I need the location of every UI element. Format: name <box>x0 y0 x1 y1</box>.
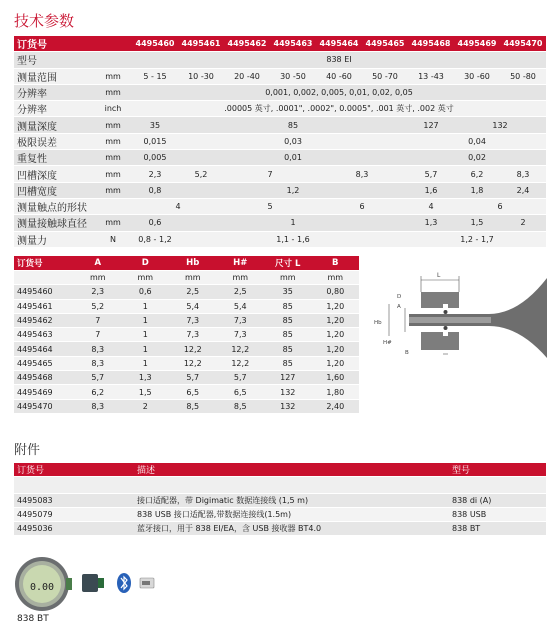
spec-row <box>14 215 546 231</box>
spec-cell: 6,2 <box>454 166 500 182</box>
dims-row <box>14 342 359 356</box>
dims-cell: 5,7 <box>74 371 122 385</box>
spec-cell: 1,2 <box>178 182 408 198</box>
spec-row-unit: mm <box>94 150 132 166</box>
dims-cell: 2,40 <box>312 399 360 413</box>
dims-cell: 2,5 <box>217 285 265 299</box>
spec-cell: 838 EI <box>132 52 546 68</box>
spec-header-label: 订货号 <box>14 36 132 52</box>
label-Hb: Hb <box>374 320 382 326</box>
spec-header-code: 4495469 <box>454 36 500 52</box>
label-L: L <box>437 272 441 279</box>
spec-row <box>14 198 546 214</box>
spec-cell: 8,3 <box>316 166 408 182</box>
spec-cell: 0,8 <box>132 182 178 198</box>
spec-row-unit: N <box>94 231 132 247</box>
dims-cell: 127 <box>264 371 312 385</box>
spec-row <box>14 68 546 84</box>
acc-row <box>14 508 546 522</box>
dims-cell: 1 <box>122 313 170 327</box>
spec-cell: 2,4 <box>500 182 546 198</box>
spec-cell: 4 <box>132 198 224 214</box>
dims-cell: 1 <box>122 328 170 342</box>
dims-row <box>14 385 359 399</box>
spec-cell: 6 <box>316 198 408 214</box>
dims-cell: 85 <box>264 299 312 313</box>
dims-unit-row <box>14 271 359 285</box>
spec-row-unit <box>94 52 132 68</box>
spec-row <box>14 84 546 100</box>
spec-row-label: 测量力 <box>14 231 94 247</box>
dims-row <box>14 285 359 299</box>
spec-cell: 1,2 - 1,7 <box>408 231 546 247</box>
spec-cell: 4 <box>408 198 454 214</box>
spec-row <box>14 231 546 247</box>
dims-row <box>14 399 359 413</box>
dims-cell: 8,5 <box>217 399 265 413</box>
spec-cell: 1,3 <box>408 215 454 231</box>
dims-cell: 8,3 <box>74 399 122 413</box>
acc-cell: 4495036 <box>14 522 134 536</box>
spec-cell: 50 -80 <box>500 68 546 84</box>
spec-cell: 5 <box>224 198 316 214</box>
spec-row-unit: mm <box>94 133 132 149</box>
dims-cell: 2,5 <box>169 285 217 299</box>
acc-spacer-cell <box>134 477 449 494</box>
spec-cell: 13 -43 <box>408 68 454 84</box>
acc-header-row <box>14 463 546 477</box>
spec-row-label: 测量触点的形状 <box>14 198 94 214</box>
dims-cell: 1 <box>122 299 170 313</box>
spec-header-row <box>14 36 546 52</box>
spec-header-code: 4495463 <box>270 36 316 52</box>
dims-cell: 132 <box>264 399 312 413</box>
dims-cell: 85 <box>264 328 312 342</box>
spec-cell: 20 -40 <box>224 68 270 84</box>
dims-cell: 1,20 <box>312 328 360 342</box>
spec-row <box>14 52 546 68</box>
dims-cell: 7 <box>74 313 122 327</box>
spec-cell: 0,6 <box>132 215 178 231</box>
dims-header-row <box>14 256 359 271</box>
dims-cell: 4495469 <box>14 385 74 399</box>
section-title: 技术参数 <box>14 12 75 30</box>
dims-cell: 4495463 <box>14 328 74 342</box>
spec-row-label: 极限误差 <box>14 133 94 149</box>
acc-cell: 接口适配器，带 Digimatic 数据连接线 (1,5 m) <box>134 494 449 508</box>
spec-row-label: 型号 <box>14 52 94 68</box>
acc-spacer-cell <box>14 477 134 494</box>
dims-row <box>14 371 359 385</box>
spec-row-label: 重复性 <box>14 150 94 166</box>
spec-row-unit: mm <box>94 117 132 133</box>
spec-cell: 0,03 <box>178 133 408 149</box>
acc-spacer-row <box>14 477 546 494</box>
spec-row <box>14 101 546 117</box>
spec-row-label: 凹槽深度 <box>14 166 94 182</box>
dims-cell: 4495468 <box>14 371 74 385</box>
dims-header-cell: A <box>74 256 122 271</box>
dims-cell: 8,5 <box>169 399 217 413</box>
dims-cell: 85 <box>264 356 312 370</box>
spec-row <box>14 166 546 182</box>
accessories-title: 附件 <box>14 443 41 458</box>
spec-cell: 2,3 <box>132 166 178 182</box>
dims-cell: 12,2 <box>217 342 265 356</box>
acc-cell: 838 USB <box>449 508 546 522</box>
spec-row-label: 测量接触球直径 <box>14 215 94 231</box>
dims-row <box>14 328 359 342</box>
spec-cell: 1,6 <box>408 182 454 198</box>
dims-cell: 12,2 <box>217 356 265 370</box>
dims-cell: 1,20 <box>312 299 360 313</box>
dims-cell: 7 <box>74 328 122 342</box>
spec-row <box>14 117 546 133</box>
dims-cell: 1,20 <box>312 356 360 370</box>
spec-row-unit: mm <box>94 68 132 84</box>
spec-cell: 0,005 <box>132 150 178 166</box>
probe-core <box>409 317 491 323</box>
dims-cell: 8,3 <box>74 356 122 370</box>
spec-row <box>14 133 546 149</box>
device-image <box>14 554 164 614</box>
label-D: D <box>397 294 402 300</box>
dims-unit-cell <box>14 271 74 285</box>
acc-cell: 838 BT <box>449 522 546 536</box>
dims-cell: 4495460 <box>14 285 74 299</box>
spec-row-unit: inch <box>94 101 132 117</box>
dimensions-table <box>14 256 359 414</box>
dims-row <box>14 299 359 313</box>
dims-header-cell: B <box>312 256 360 271</box>
dims-cell: 4495461 <box>14 299 74 313</box>
spec-header-code: 4495461 <box>178 36 224 52</box>
dims-header-cell: Hb <box>169 256 217 271</box>
spec-cell: 5 - 15 <box>132 68 178 84</box>
dims-row <box>14 313 359 327</box>
spec-cell: 1 <box>178 215 408 231</box>
spec-row <box>14 182 546 198</box>
spec-row-label: 分辨率 <box>14 101 94 117</box>
spec-cell: 0,01 <box>178 150 408 166</box>
spec-cell: 85 <box>178 117 408 133</box>
spec-cell: 0,001, 0,002, 0,005, 0,01, 0,02, 0,05 <box>132 84 546 100</box>
acc-row <box>14 522 546 536</box>
dims-unit-cell: mm <box>312 271 360 285</box>
spec-row-unit <box>94 198 132 214</box>
spec-cell: 2 <box>500 215 546 231</box>
acc-header-cell: 订货号 <box>14 463 134 477</box>
dims-cell: 0,80 <box>312 285 360 299</box>
spec-header-code: 4495470 <box>500 36 546 52</box>
dims-cell: 4495465 <box>14 356 74 370</box>
acc-cell: 4495083 <box>14 494 134 508</box>
dims-cell: 7,3 <box>169 313 217 327</box>
dims-header-cell: 订货号 <box>14 256 74 271</box>
dims-cell: 35 <box>264 285 312 299</box>
spec-cell: 30 -60 <box>454 68 500 84</box>
dims-cell: 7,3 <box>217 313 265 327</box>
spec-header-code: 4495464 <box>316 36 362 52</box>
spec-cell: 10 -30 <box>178 68 224 84</box>
dims-cell: 4495462 <box>14 313 74 327</box>
dims-cell: 5,4 <box>217 299 265 313</box>
device-caption: 838 BT <box>17 614 49 624</box>
spec-cell: .00005 英寸, .0001", .0002", 0.0005", .001 英寸, .002 英寸 <box>132 101 546 117</box>
dims-header-cell: D <box>122 256 170 271</box>
spec-row-label: 分辨率 <box>14 84 94 100</box>
probe-dimension-diagram <box>369 262 547 366</box>
spec-cell: 1,5 <box>454 215 500 231</box>
dims-cell: 6,5 <box>217 385 265 399</box>
dims-cell: 6,2 <box>74 385 122 399</box>
spec-cell: 8,3 <box>500 166 546 182</box>
accessories-table <box>14 463 546 536</box>
acc-cell: 838 USB 接口适配器,带数据连接线(1.5m) <box>134 508 449 522</box>
spec-row-label: 测量范围 <box>14 68 94 84</box>
spec-row-unit: mm <box>94 166 132 182</box>
dims-unit-cell: mm <box>74 271 122 285</box>
label-A: A <box>397 304 401 310</box>
acc-cell: 838 di (A) <box>449 494 546 508</box>
dims-cell: 1,80 <box>312 385 360 399</box>
spec-header-code: 4495462 <box>224 36 270 52</box>
dims-cell: 1,20 <box>312 313 360 327</box>
dims-header-cell: 尺寸 L <box>264 256 312 271</box>
spec-row-label: 凹槽宽度 <box>14 182 94 198</box>
dims-cell: 2 <box>122 399 170 413</box>
spec-cell: 50 -70 <box>362 68 408 84</box>
dims-unit-cell: mm <box>217 271 265 285</box>
dims-cell: 7,3 <box>217 328 265 342</box>
spec-row-unit: mm <box>94 215 132 231</box>
spec-header-code: 4495460 <box>132 36 178 52</box>
spec-cell: 7 <box>224 166 316 182</box>
dims-cell: 1 <box>122 342 170 356</box>
spec-row-label: 测量深度 <box>14 117 94 133</box>
dims-cell: 5,7 <box>217 371 265 385</box>
dims-cell: 12,2 <box>169 356 217 370</box>
dims-cell: 1,5 <box>122 385 170 399</box>
dims-cell: 2,3 <box>74 285 122 299</box>
dims-cell: 4495464 <box>14 342 74 356</box>
label-H: H# <box>383 340 392 346</box>
gauge-readout: 0.00 <box>29 582 55 593</box>
dims-row <box>14 356 359 370</box>
spec-cell: 1,1 - 1,6 <box>178 231 408 247</box>
dims-cell: 8,3 <box>74 342 122 356</box>
spec-cell: 132 <box>454 117 546 133</box>
contact-point-top <box>444 310 448 314</box>
bt-adapter <box>82 574 98 592</box>
label-B: B <box>405 350 409 356</box>
spec-cell: 6 <box>454 198 546 214</box>
dims-unit-cell: mm <box>264 271 312 285</box>
spec-table <box>14 36 546 248</box>
dims-cell: 85 <box>264 313 312 327</box>
acc-cell: 4495079 <box>14 508 134 522</box>
dims-cell: 5,2 <box>74 299 122 313</box>
dims-cell: 1 <box>122 356 170 370</box>
dims-unit-cell: mm <box>122 271 170 285</box>
spec-cell: 127 <box>408 117 454 133</box>
acc-header-cell: 描述 <box>134 463 449 477</box>
spec-cell: 0,8 - 1,2 <box>132 231 178 247</box>
spec-row-unit: mm <box>94 182 132 198</box>
spec-row-unit: mm <box>94 84 132 100</box>
spec-cell: 0,015 <box>132 133 178 149</box>
dims-cell: 85 <box>264 342 312 356</box>
spec-header-code: 4495468 <box>408 36 454 52</box>
dims-cell: 1,20 <box>312 342 360 356</box>
contact-point-bottom <box>444 326 448 330</box>
acc-header-cell: 型号 <box>449 463 546 477</box>
spec-row <box>14 150 546 166</box>
dims-cell: 1,60 <box>312 371 360 385</box>
dims-header-cell: H# <box>217 256 265 271</box>
acc-cell: 蓝牙接口，用于 838 EI/EA，含 USB 接收器 BT4.0 <box>134 522 449 536</box>
dims-cell: 5,7 <box>169 371 217 385</box>
dims-unit-cell: mm <box>169 271 217 285</box>
dims-cell: 1,3 <box>122 371 170 385</box>
spec-cell: 1,8 <box>454 182 500 198</box>
acc-spacer-cell <box>449 477 546 494</box>
dims-cell: 6,5 <box>169 385 217 399</box>
spec-cell: 5,2 <box>178 166 224 182</box>
spec-cell: 5,7 <box>408 166 454 182</box>
spec-header-code: 4495465 <box>362 36 408 52</box>
dims-cell: 12,2 <box>169 342 217 356</box>
dims-cell: 7,3 <box>169 328 217 342</box>
dims-cell: 4495470 <box>14 399 74 413</box>
spec-cell: 0,04 <box>408 133 546 149</box>
spec-cell: 40 -60 <box>316 68 362 84</box>
spec-cell: 35 <box>132 117 178 133</box>
dims-cell: 132 <box>264 385 312 399</box>
spec-cell: 0,02 <box>408 150 546 166</box>
acc-row <box>14 494 546 508</box>
dims-cell: 0,6 <box>122 285 170 299</box>
spec-cell: 30 -50 <box>270 68 316 84</box>
dims-cell: 5,4 <box>169 299 217 313</box>
